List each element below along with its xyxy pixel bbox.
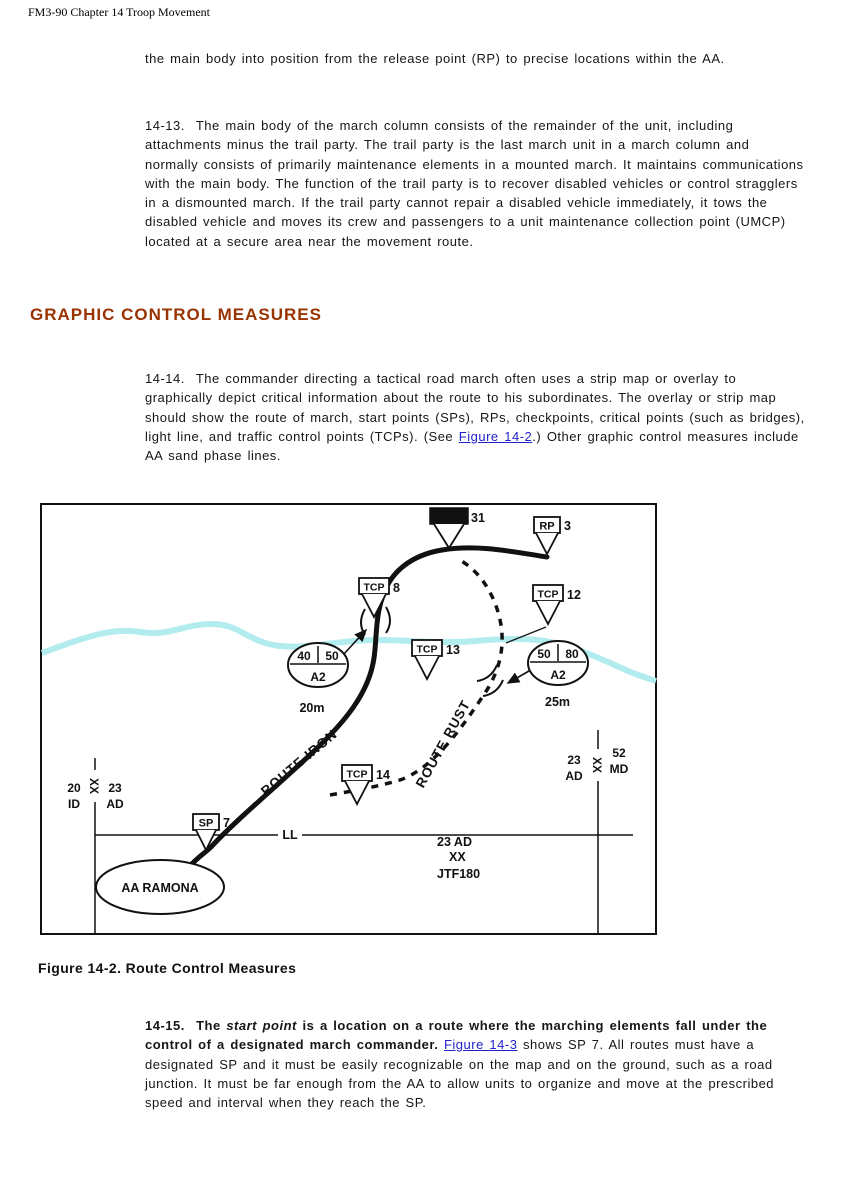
route-iron-label: ROUTE IRON [257, 726, 341, 799]
svg-text:23: 23 [567, 753, 581, 767]
paragraph-14-15 [145, 1016, 807, 1112]
svg-text:7: 7 [223, 816, 230, 830]
assembly-area-ramona [96, 860, 224, 914]
svg-text:LL: LL [282, 828, 298, 842]
svg-text:50: 50 [325, 649, 339, 663]
svg-text:25m: 25m [545, 695, 571, 709]
light-line-label [278, 824, 302, 842]
svg-text:AD: AD [565, 769, 583, 783]
para-14-15-text-after: shows SP 7. All routes must have a designated SP and it must be easily recognizable on the map and on the ground, such as a road junction. It must be far enough from the AA to allow units to organize and move at the prescribed speed and interval when they reach the SP. [145, 1037, 780, 1111]
svg-text:A2: A2 [550, 668, 566, 682]
svg-text:AA RAMONA: AA RAMONA [121, 881, 199, 895]
svg-text:XX: XX [87, 777, 101, 795]
svg-text:UMCP: UMCP [435, 512, 463, 522]
svg-text:52: 52 [612, 746, 626, 760]
svg-text:31: 31 [471, 511, 485, 525]
svg-text:XX: XX [449, 850, 466, 864]
svg-text:3: 3 [564, 519, 571, 533]
doc-header: FM3-90 Chapter 14 Troop Movement [28, 5, 211, 19]
svg-text:TCP: TCP [537, 588, 559, 601]
svg-text:TCP: TCP [346, 768, 368, 781]
para-14-14-text-after: .) Other graphic control measures include AA sand phase lines. [145, 428, 804, 464]
para-14-15-start-point-term: start point [226, 1018, 297, 1033]
svg-text:50: 50 [537, 647, 551, 661]
svg-text:TCP: TCP [363, 581, 385, 594]
svg-text:JTF180: JTF180 [437, 867, 481, 881]
svg-text:13: 13 [446, 643, 460, 657]
figure-14-3-link[interactable]: Figure 14-3 [443, 1037, 518, 1053]
paragraph-intro: the main body into position from the release point (RP) to precise locations within the AA. [145, 51, 725, 66]
route-control-map [40, 503, 657, 935]
svg-text:MD: MD [609, 762, 629, 776]
svg-text:20: 20 [67, 781, 81, 795]
svg-text:RP: RP [539, 520, 555, 533]
svg-text:8: 8 [393, 581, 400, 595]
paragraph-14-13: 14-13. The main body of the march column consists of the remainder of the unit, including attachments minus the trail party. The trail party is the last march unit in a march column and normally consists of primarily maintenance elements in a mounted march. It maintains communications with the main body. The function of the trail party is to recover disabled vehicles or control stragglers in a dismounted march. If the trail party cannot repair a disabled vehicle immediately, it tows the disabled vehicle and moves its crew and passengers to a unit maintenance collection point (UMCP) located at a secure area near the movement route. [145, 118, 810, 249]
svg-text:23: 23 [108, 781, 122, 795]
svg-text:20m: 20m [299, 701, 325, 715]
figure-14-2-map [40, 503, 657, 935]
svg-text:ID: ID [68, 797, 80, 811]
svg-text:80: 80 [565, 647, 579, 661]
para-14-14-text-before: 14-14. The commander directing a tactical road march often uses a strip map or overlay to graphically depict critical information about the route to his subordinates. The overlay or strip map should show the route of march, start points (SPs), RPs, checkpoints, critical points (such as bridges), light line, and traffic control points (TCPs). (See [145, 371, 811, 444]
svg-text:A2: A2 [310, 670, 326, 684]
figure-caption: Figure 14-2. Route Control Measures [38, 960, 297, 976]
svg-text:SP: SP [198, 817, 214, 830]
svg-text:12: 12 [567, 588, 581, 602]
svg-text:40: 40 [297, 649, 311, 663]
paragraph-14-14 [145, 369, 811, 465]
para-14-15-bold-tail: is a location on a route where the marching elements fall under the control of a designated march commander. [145, 1018, 773, 1053]
svg-text:AD: AD [106, 797, 124, 811]
svg-text:14: 14 [376, 768, 390, 782]
svg-text:XX: XX [590, 756, 604, 774]
figure-14-2-link[interactable]: Figure 14-2 [458, 428, 533, 444]
section-heading: GRAPHIC CONTROL MEASURES [30, 305, 322, 324]
svg-text:TCP: TCP [416, 643, 438, 656]
route-rust-label: ROUTE RUST [412, 697, 474, 791]
svg-text:23 AD: 23 AD [437, 835, 472, 849]
para-14-15-bold-lead: 14-15. The [145, 1018, 227, 1033]
